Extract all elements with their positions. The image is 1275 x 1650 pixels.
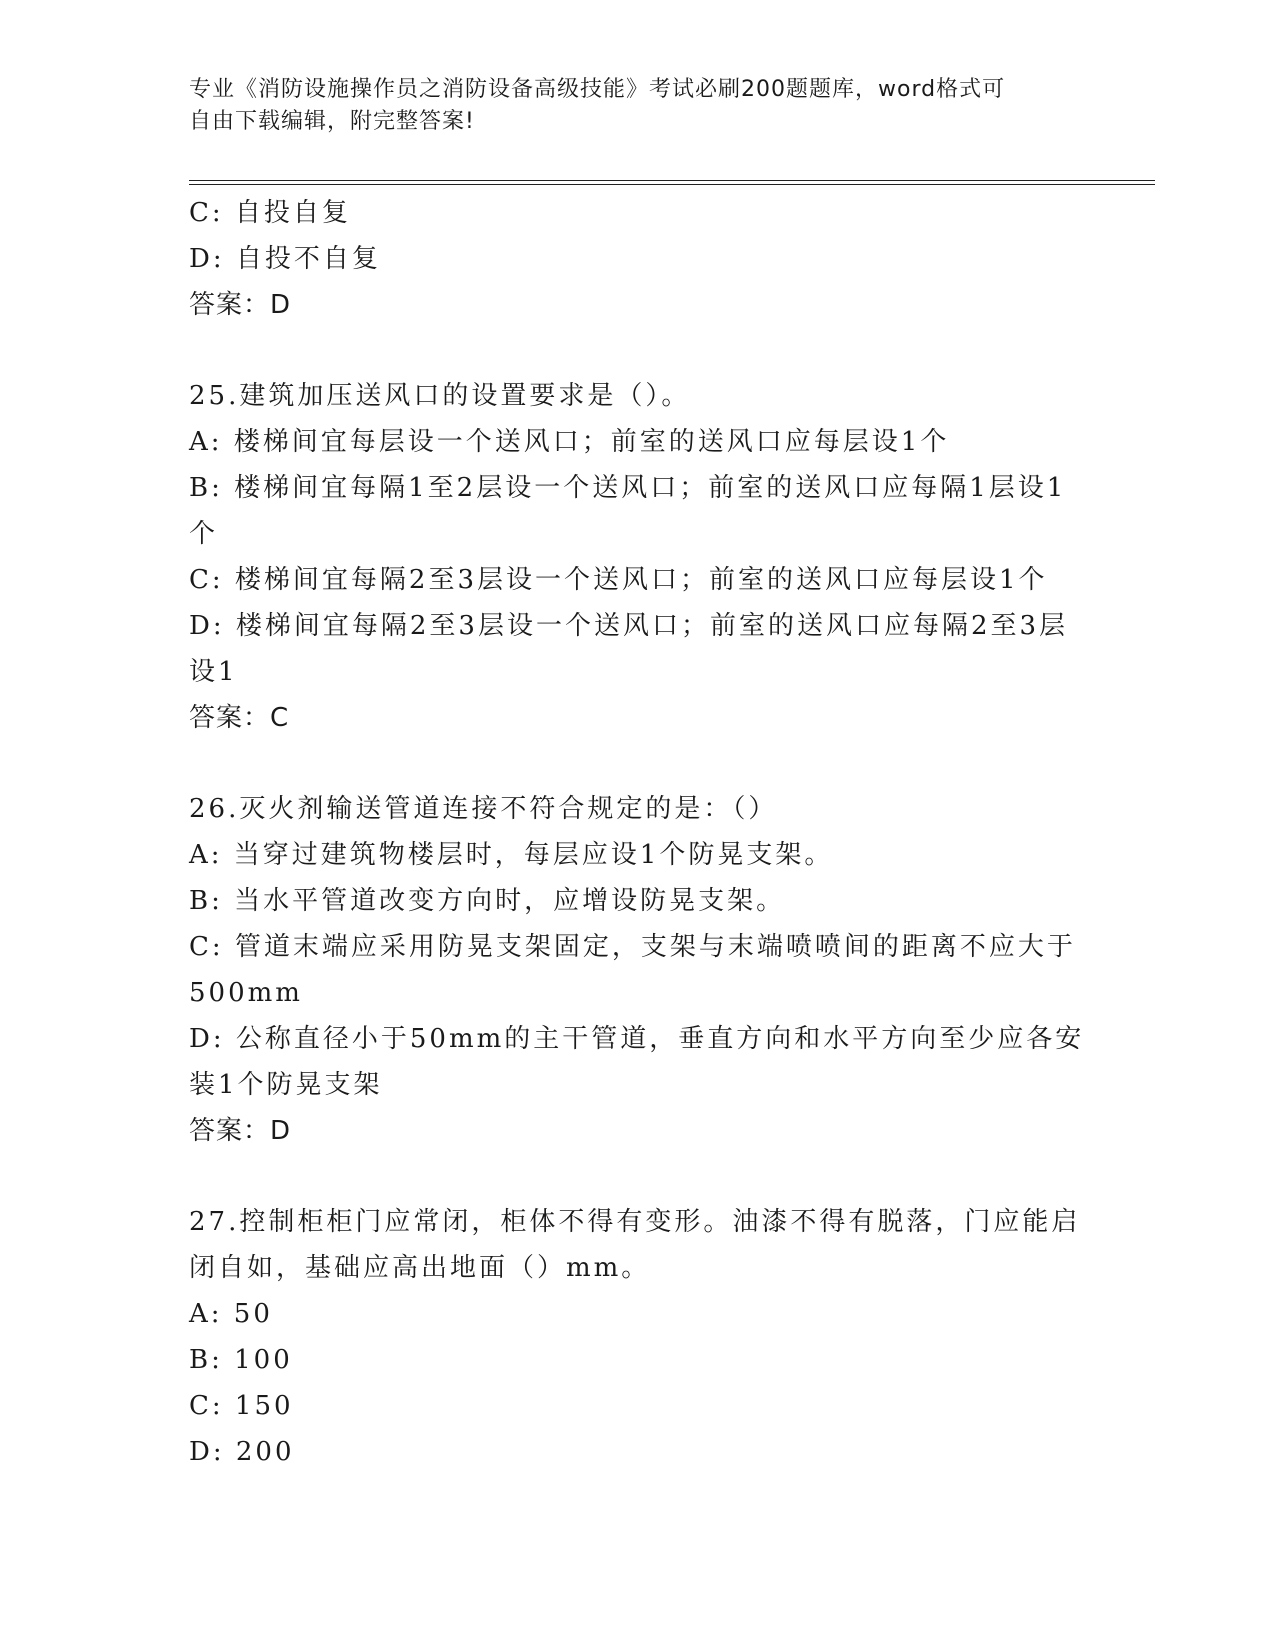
header-double-rule	[189, 180, 1155, 185]
question-content	[189, 190, 1089, 1475]
option-b: B: 楼梯间宜每隔1至2层设一个送风口；前室的送风口应每隔1层设1个	[189, 473, 1067, 549]
option-c: C: 150	[189, 1391, 294, 1421]
option-d: D: 200	[189, 1437, 295, 1467]
option-c: C: 自投自复	[189, 198, 351, 228]
option-d: D: 自投不自复	[189, 244, 381, 274]
question-25	[189, 373, 1089, 741]
header-line-2: 自由下载编辑，附完整答案!	[189, 109, 475, 134]
option-c: C: 管道末端应采用防晃支架固定，支架与末端喷喷间的距离不应大于500mm	[189, 932, 1076, 1008]
question-26	[189, 786, 1089, 1154]
question-stem: 27.控制柜柜门应常闭，柜体不得有变形。油漆不得有脱落，门应能启闭自如，基础应高出地面（）mm。	[189, 1207, 1081, 1283]
question-27	[189, 1199, 1089, 1475]
option-d: D: 公称直径小于50mm的主干管道，垂直方向和水平方向至少应各安装1个防晃支架	[189, 1024, 1085, 1100]
option-c: C: 楼梯间宜每隔2至3层设一个送风口；前室的送风口应每层设1个	[189, 565, 1048, 595]
answer: 答案：C	[189, 703, 290, 733]
option-a: A: 50	[189, 1299, 273, 1329]
option-d: D: 楼梯间宜每隔2至3层设一个送风口；前室的送风口应每隔2至3层设1	[189, 611, 1069, 687]
option-b: B: 100	[189, 1345, 293, 1375]
question-stem: 25.建筑加压送风口的设置要求是（）。	[189, 381, 691, 411]
option-a: A: 当穿过建筑物楼层时，每层应设1个防晃支架。	[189, 840, 834, 870]
question-stem: 26.灭火剂输送管道连接不符合规定的是：（）	[189, 794, 778, 824]
question-24-continued	[189, 190, 1089, 328]
header-line-1: 专业《消防设施操作员之消防设备高级技能》考试必刷200题题库，word格式可	[189, 77, 1006, 102]
option-a: A: 楼梯间宜每层设一个送风口；前室的送风口应每层设1个	[189, 427, 950, 457]
answer: 答案：D	[189, 290, 292, 320]
answer: 答案：D	[189, 1116, 292, 1146]
option-b: B: 当水平管道改变方向时，应增设防晃支架。	[189, 886, 786, 916]
document-header	[189, 74, 1069, 138]
